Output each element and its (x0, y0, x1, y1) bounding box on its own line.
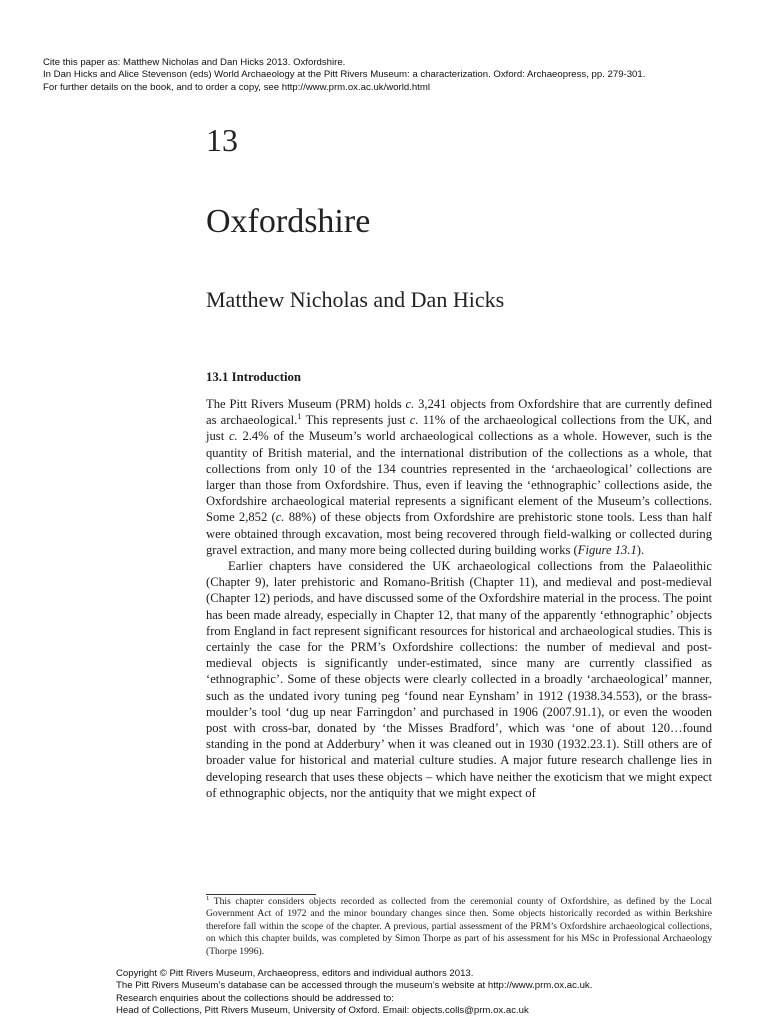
chapter-number: 13 (206, 122, 238, 158)
footer-line-3: Research enquiries about the collections should be addressed to: (116, 992, 394, 1004)
citation-line-1: Cite this paper as: Matthew Nicholas and Dan Hicks 2013. Oxfordshire. (43, 57, 346, 68)
p1-text-c: This represents just (301, 413, 410, 428)
p1-text-b: 3,241 objects from Oxfordshire that are currently defined as archaeological. (206, 397, 712, 428)
footnote-divider (206, 894, 316, 895)
p1-text-e: 2.4% of the Museum’s world archaeological collections as a whole. However, such is the quantity of British material, and the international distribution of the collections as a whole, that collections from only 10 of the 134 countries represented in the ‘archaeological’ collections are larger than those from Oxfordshire. Thus, even if leaving the ‘ethnographic’ collections aside, the Oxfordshire archaeological material represents a significant element of the Museum’s collections. Some 2,852 ( (206, 429, 712, 525)
body-text (206, 396, 712, 801)
footnote (206, 896, 712, 958)
paragraph-1 (206, 396, 712, 558)
figure-ref[interactable]: Figure 13.1 (577, 542, 637, 557)
citation-block (43, 57, 743, 94)
citation-line-3: For further details on the book, and to order a copy, see http://www.prm.ox.ac.uk/world.html (43, 81, 430, 93)
footnote-marker: 1 (206, 894, 210, 902)
footnote-ref[interactable]: 1 (297, 411, 302, 422)
copyright-footer (116, 968, 756, 1018)
p1-text-a: The Pitt Rivers Museum (PRM) holds (206, 397, 406, 411)
footer-line-4: Head of Collections, Pitt Rivers Museum, University of Oxford. Email: objects.colls@prm.ox.ac.uk (116, 1005, 529, 1017)
p1-circa-4: c. (275, 510, 285, 525)
footer-line-2: The Pitt Rivers Museum’s database can be accessed through the museum’s website at http://www.prm.ox.ac.uk. (116, 980, 593, 992)
p1-circa-2: c. (409, 413, 419, 428)
paragraph-2: Earlier chapters have considered the UK archaeological collections from the Palaeolithic (Chapter 9), later prehistoric and Romano-British (Chapter 11), and medieval and post-medieval (Chapter 12) periods, and have discussed some of the Oxfordshire material in the process. The point has been made already, especially in Chapter 12, that many of the apparently ‘ethnographic’ objects from England in fact represent significant resources for historical and archaeological studies. This is certainly the case for the PRM’s Oxfordshire collections: the number of medieval and post-medieval objects is significantly under-estimated, since many are currently classified as ‘ethnographic’. Some of these objects were clearly collected in a broadly ‘archaeological’ manner, such as the undated ivory tuning peg ‘found near Eynsham’ in 1912 (1938.34.553), or the brass-moulder’s tool ‘dug up near Farringdon’ and purchased in 1906 (2007.91.1), or even the wooden post with cross-bar, donated by ‘the Misses Bradford’, which was ‘one of about 120…found standing in the pond at Adderbury’ when it was cleaned out in 1930 (1932.23.1). Still others are of broader value for historical and material culture studies. A major future research challenge lies in developing research that uses these objects – which have neither the exoticism that we might expect of ethnographic objects, nor the antiquity that we might expect of (206, 559, 712, 800)
p1-text-f: 88%) of these objects from Oxfordshire are prehistoric stone tools. Less than half were obtained through excavation, most being recovered through field-walking or collected during gravel extraction, and many more being collected during building works ( (206, 510, 712, 557)
p1-circa-1: c. (405, 397, 415, 411)
chapter-title: Oxfordshire (206, 203, 371, 240)
citation-line-2: In Dan Hicks and Alice Stevenson (eds) World Archaeology at the Pitt Rivers Museum: a characterization. Oxford: Archaeopress, pp. 279-301. (43, 69, 646, 81)
footer-line-1: Copyright © Pitt Rivers Museum, Archaeopress, editors and individual authors 2013. (116, 968, 474, 979)
p1-text-d: 11% of the archaeological collections from the UK, and just (206, 413, 712, 444)
p1-text-g: ). (636, 542, 645, 557)
footnote-text: This chapter considers objects recorded as collected from the ceremonial county of Oxfordshire, as defined by the Local Government Act of 1972 and the minor boundary changes since then. Some objects historically recorded as within Berkshire therefore fall within the scope of the chapter. A previous, partial assessment of the PRM’s Oxfordshire archaeological collections, on which this chapter builds, was completed by Simon Thorpe as part of his assessment for his MSc in Professional Archaeology (Thorpe 1996). (206, 896, 712, 957)
section-heading: 13.1 Introduction (206, 370, 302, 384)
p1-circa-3: c. (228, 429, 238, 444)
chapter-authors: Matthew Nicholas and Dan Hicks (206, 287, 505, 312)
